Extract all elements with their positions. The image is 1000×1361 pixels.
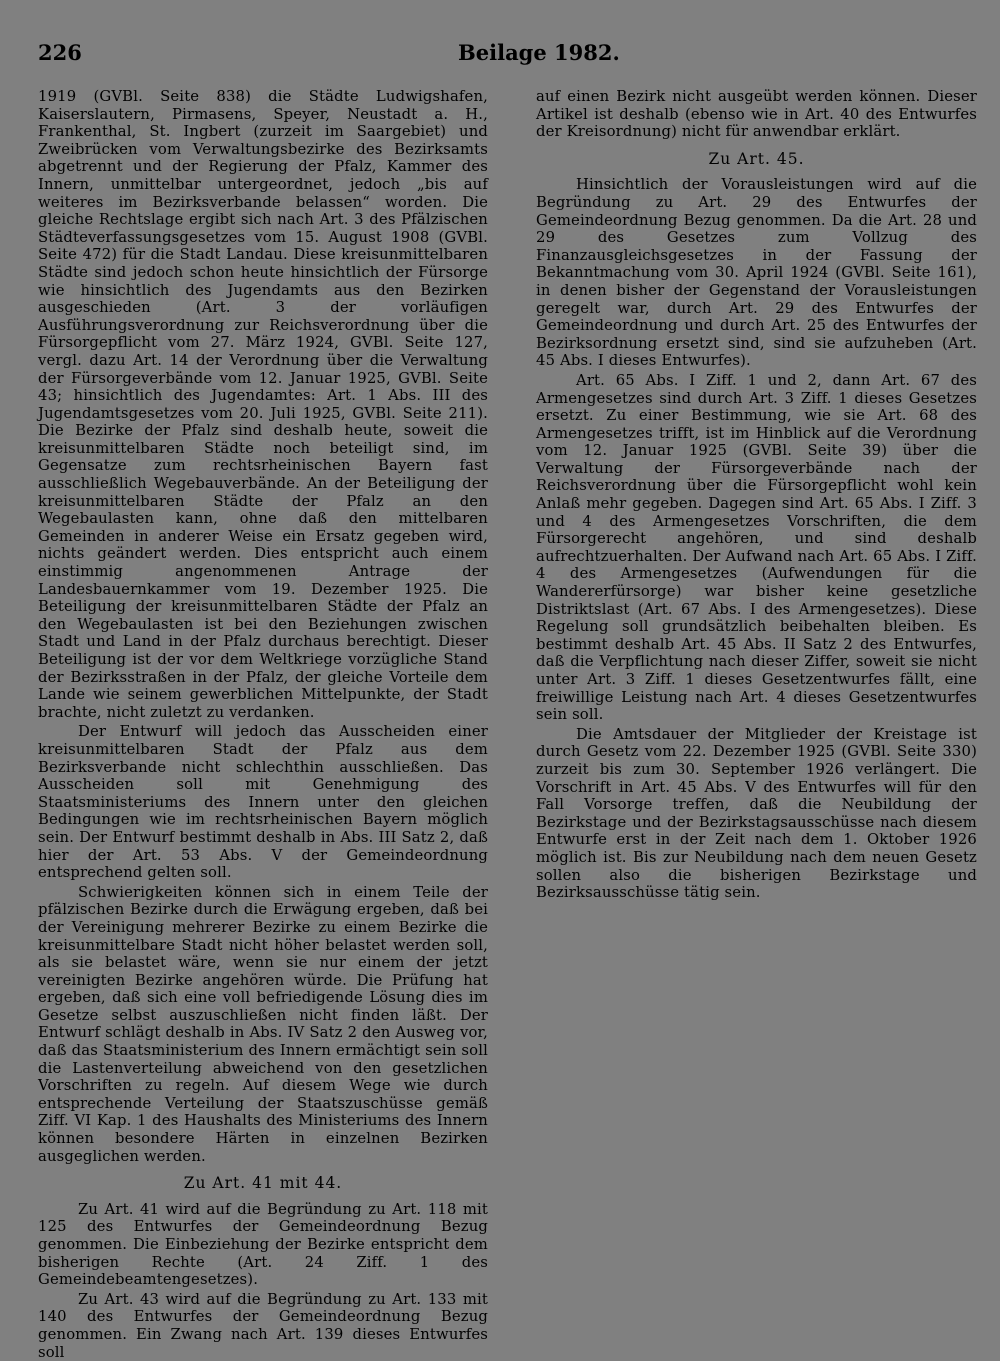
left-column [38,88,488,1361]
paragraph: Zu Art. 41 wird auf die Begründung zu Art. 118 mit 125 des Entwurfes der Gemeindeordnung Bezug genommen. Die Einbeziehung der Bezirke entspricht dem bisherigen Rechte (Art. 24 Ziff. 1 des Gemeindebeamtengesetzes). [38,1200,488,1289]
section-heading: Zu Art. 41 mit 44. [183,1174,343,1193]
section-heading: Zu Art. 45. [708,149,805,168]
right-column [536,88,977,902]
paragraph: auf einen Bezirk nicht ausgeübt werden können. Dieser Artikel ist deshalb (ebenso wie in Art. 40 des Entwurfes der Kreisordnung) nicht für anwendbar erklärt. [536,88,977,141]
page-header [38,40,620,70]
paragraph: Hinsichtlich der Vorausleistungen wird auf die Begründung zu Art. 29 des Entwurfes der Gemeindeordnung Bezug genommen. Da die Art. 28 und 29 des Gesetzes zum Vollzug des Finanzausgleichsgesetzes in der Fassung der Bekanntmachung vom 30. April 1924 (GVBl. Seite 161), in denen bisher der Gegenstand der Vorausleistungen geregelt war, durch Art. 29 des Entwurfes der Gemeindeordnung und durch Art. 25 des Entwurfes der Bezirksordnung ersetzt sind, sind sie aufzuheben (Art. 45 Abs. I dieses Entwurfes). [536,176,977,370]
page-number: 226 [38,40,82,65]
paragraph: Art. 65 Abs. I Ziff. 1 und 2, dann Art. 67 des Armengesetzes sind durch Art. 3 Ziff. 1 dieses Gesetzes ersetzt. Zu einer Bestimmung, wie sie Art. 68 des Armengesetzes trifft, ist im Hinblick auf die Verordnung vom 12. Januar 1925 (GVBl. Seite 39) über die Verwaltung der Fürsorgeverbände nach der Reichsverordnung über die Fürsorgepflicht wohl kein Anlaß mehr gegeben. Dagegen sind Art. 65 Abs. I Ziff. 3 und 4 des Armengesetzes Vorschriften, die dem Fürsorgerecht angehören, und sind deshalb aufrechtzuerhalten. Der Aufwand nach Art. 65 Abs. I Ziff. 4 des Armengesetzes (Aufwendungen für die Wandererfürsorge) war bisher keine gesetzliche Distriktslast (Art. 67 Abs. I des Armengesetzes). Diese Regelung soll grundsätzlich beibehalten bleiben. Es bestimmt deshalb Art. 45 Abs. II Satz 2 des Entwurfes, daß die Verpflichtung nach dieser Ziffer, soweit sie nicht unter Art. 3 Ziff. 1 dieses Gesetzentwurfes fällt, eine freiwillige Leistung nach Art. 4 dieses Gesetzentwurfes sein soll. [536,371,977,724]
paragraph: Die Amtsdauer der Mitglieder der Kreistage ist durch Gesetz vom 22. Dezember 1925 (GVBl. Seite 330) zurzeit bis zum 30. September 1926 verlängert. Die Vorschrift in Art. 45 Abs. V des Entwurfes will für den Fall Vorsorge treffen, daß die Neubildung der Bezirkstage und der Bezirkstagsausschüsse nach diesem Entwurfe erst in der Zeit nach dem 1. Oktober 1926 möglich ist. Bis zur Neubildung nach dem neuen Gesetz sollen also die bisherigen Bezirkstage und Bezirksausschüsse tätig sein. [536,725,977,902]
running-title: Beilage 1982. [458,40,620,65]
paragraph: Schwierigkeiten können sich in einem Teile der pfälzischen Bezirke durch die Erwägung ergeben, daß bei der Vereinigung mehrerer Bezirke zu einem Bezirke die kreisunmittelbare Stadt nicht höher belastet werden soll, als sie belastet wäre, wenn sie nur einem der jetzt vereinigten Bezirke angehören würde. Die Prüfung hat ergeben, daß sich eine voll befriedigende Lösung dies im Gesetze selbst auszuschließen nicht finden läßt. Der Entwurf schlägt deshalb in Abs. IV Satz 2 den Ausweg vor, daß das Staatsministerium des Innern ermächtigt sein soll die Lastenverteilung abweichend von den gesetzlichen Vorschriften zu regeln. Auf diesem Wege wie durch entsprechende Verteilung der Staatszuschüsse gemäß Ziff. VI Kap. 1 des Haushalts des Ministeriums des Innern können besondere Härten in einzelnen Bezirken ausgeglichen werden. [38,883,488,1165]
paragraph: 1919 (GVBl. Seite 838) die Städte Ludwigshafen, Kaiserslautern, Pirmasens, Speyer, Neustadt a. H., Frankenthal, St. Ingbert (zurzeit im Saargebiet) und Zweibrücken vom Verwaltungsbezirke des Bezirksamts abgetrennt und der Regierung der Pfalz, Kammer des Innern, unmittelbar untergeordnet, jedoch „bis auf weiteres im Bezirksverbande belassen“ worden. Die gleiche Rechtslage ergibt sich nach Art. 3 des Pfälzischen Städteverfassungsgesetzes vom 15. August 1908 (GVBl. Seite 472) für die Stadt Landau. Diese kreisunmittelbaren Städte sind jedoch schon heute hinsichtlich der Fürsorge wie hinsichtlich des Jugendamts aus den Bezirken ausgeschieden (Art. 3 der vorläufigen Ausführungsverordnung zur Reichsverordnung über die Fürsorgepflicht vom 27. März 1924, GVBl. Seite 127, vergl. dazu Art. 14 der Verordnung über die Verwaltung der Fürsorgeverbände vom 12. Januar 1925, GVBl. Seite 43; hinsichtlich des Jugendamtes: Art. 1 Abs. III des Jugendamtsgesetzes vom 20. Juli 1925, GVBl. Seite 211). Die Bezirke der Pfalz sind deshalb heute, soweit die kreisunmittelbaren Städte noch beteiligt sind, im Gegensatze zum rechtsrheinischen Bayern fast ausschließlich Wegebauverbände. An der Beteiligung der kreisunmittelbaren Städte der Pfalz an den Wegebaulasten kann, ohne daß den mittelbaren Gemeinden in anderer Weise ein Ersatz gegeben wird, nichts geändert werden. Dies entspricht auch einem einstimmig angenommenen Antrage der Landesbauernkammer vom 19. Dezember 1925. Die Beteiligung der kreisunmittelbaren Städte der Pfalz an den Wegebaulasten ist bei den Beziehungen zwischen Stadt und Land in der Pfalz durchaus berechtigt. Dieser Beteiligung ist der vor dem Weltkriege vorzügliche Stand der Bezirksstraßen in der Pfalz, der gleiche Vorteile dem Lande wie seinem gewerblichen Mittelpunkte, der Stadt brachte, nicht zuletzt zu verdanken. [38,88,488,721]
paragraph: Zu Art. 43 wird auf die Begründung zu Art. 133 mit 140 des Entwurfes der Gemeindeordnung Bezug genommen. Ein Zwang nach Art. 139 dieses Entwurfes soll [38,1290,488,1361]
paragraph: Der Entwurf will jedoch das Ausscheiden einer kreisunmittelbaren Stadt der Pfalz aus dem Bezirksverbande nicht schlechthin ausschließen. Das Ausscheiden soll mit Genehmigung des Staatsministeriums des Innern unter den gleichen Bedingungen wie im rechtsrheinischen Bayern möglich sein. Der Entwurf bestimmt deshalb in Abs. III Satz 2, daß hier der Art. 53 Abs. V der Gemeindeordnung entsprechend gelten soll. [38,723,488,882]
